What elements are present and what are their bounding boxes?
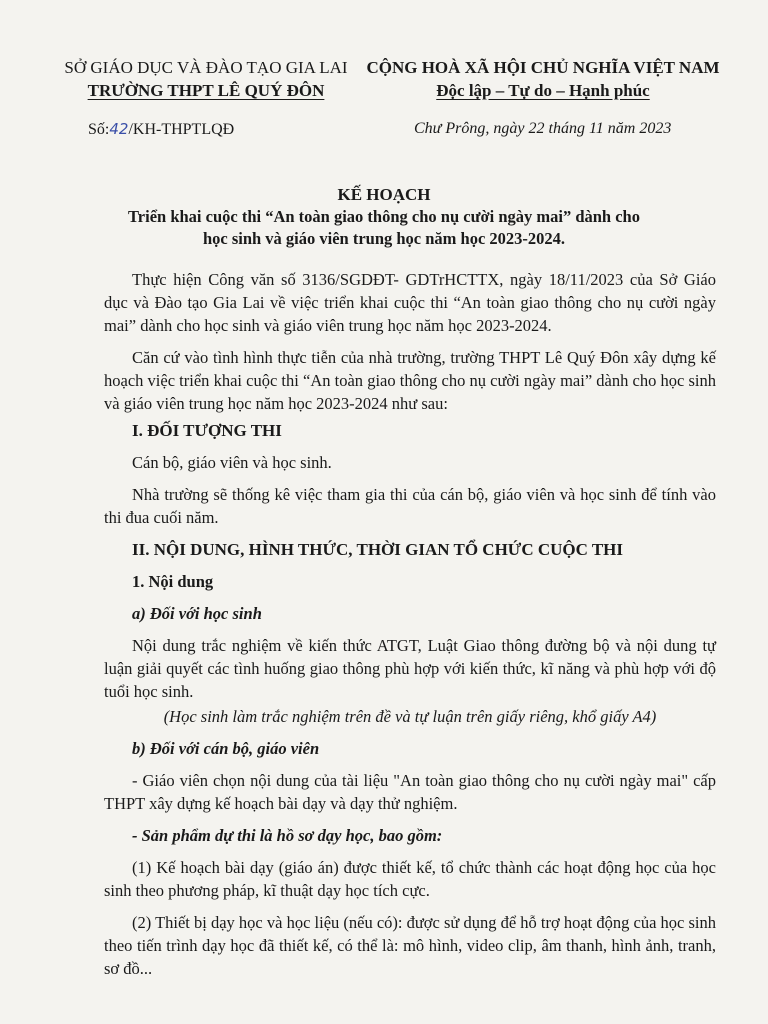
- section-2-1b-products: - Sản phẩm dự thi là hồ sơ dạy học, bao gồm:: [132, 826, 443, 845]
- section-2-heading: II. NỘI DUNG, HÌNH THỨC, THỜI GIAN TỔ CHỨC CUỘC THI: [132, 540, 624, 559]
- section-2-1-heading: 1. Nội dung: [132, 572, 214, 591]
- national-motto-block: [358, 56, 728, 102]
- document-number-prefix: Số:: [88, 121, 110, 138]
- date-line: Chư Prông, ngày 22 tháng 11 năm 2023: [414, 120, 672, 137]
- section-2-1b-item-2: (2) Thiết bị dạy học và học liệu (nếu có): được sử dụng để hỗ trợ hoạt động của học sinh theo tiến trình dạy học đã thiết kế, có thể là: mô hình, video clip, âm thanh, hình ảnh, tranh, sơ đồ...: [104, 913, 716, 978]
- motto: Độc lập – Tự do – Hạnh phúc: [436, 81, 650, 100]
- title-sub-line-1: Triển khai cuộc thi “An toàn giao thông cho nụ cười ngày mai” dành cho: [128, 207, 640, 226]
- issuer-block: [56, 56, 356, 102]
- school-name: TRƯỜNG THPT LÊ QUÝ ĐÔN: [87, 81, 325, 100]
- title-sub-line-2: học sinh và giáo viên trung học năm học 2023-2024.: [202, 229, 566, 248]
- section-2-1b-paragraph: - Giáo viên chọn nội dung của tài liệu "An toàn giao thông cho nụ cười ngày mai" cấp THPT xây dựng kế hoạch bài dạy và dạy thử nghiệm.: [104, 771, 716, 813]
- document-number: [88, 120, 234, 139]
- section-2-1a-heading: a) Đối với học sinh: [132, 604, 262, 623]
- country-name: CỘNG HOÀ XÃ HỘI CHỦ NGHĨA VIỆT NAM: [366, 58, 720, 77]
- section-2-1a-paragraph: Nội dung trắc nghiệm về kiến thức ATGT, Luật Giao thông đường bộ và nội dung tự luận giải quyết các tình huống giao thông phù hợp với kiến thức, kĩ năng và phù hợp với độ tuổi học sinh.: [104, 636, 716, 701]
- intro-paragraph-1: Thực hiện Công văn số 3136/SGDĐT- GDTrHCTTX, ngày 18/11/2023 của Sở Giáo dục và Đào tạo Gia Lai về việc triển khai cuộc thi “An toàn giao thông cho nụ cười ngày mai” dành cho học sinh và giáo viên trung học năm học 2023-2024.: [104, 270, 716, 335]
- section-1-paragraph-2: Nhà trường sẽ thống kê việc tham gia thi của cán bộ, giáo viên và học sinh để tính vào thi đua cuối năm.: [104, 485, 716, 527]
- document-number-handwritten: 42: [109, 120, 129, 138]
- section-1-heading: I. ĐỐI TƯỢNG THI: [132, 421, 282, 440]
- section-2-1a-note: (Học sinh làm trắc nghiệm trên đề và tự luận trên giấy riêng, khổ giấy A4): [163, 707, 657, 726]
- section-1-paragraph-1: Cán bộ, giáo viên và học sinh.: [132, 453, 332, 472]
- intro-paragraph-2: Căn cứ vào tình hình thực tiễn của nhà trường, trường THPT Lê Quý Đôn xây dựng kế hoạch việc triển khai cuộc thi “An toàn giao thông cho nụ cười ngày mai” dành cho học sinh và giáo viên trung học năm học 2023-2024 như sau:: [104, 348, 716, 413]
- document-body: [104, 268, 716, 989]
- department-name: SỞ GIÁO DỤC VÀ ĐÀO TẠO GIA LAI: [64, 58, 348, 77]
- document-number-suffix: /KH-THPTLQĐ: [128, 121, 235, 138]
- document-title: [60, 184, 708, 250]
- section-2-1b-heading: b) Đối với cán bộ, giáo viên: [132, 739, 320, 758]
- section-2-1b-item-1: (1) Kế hoạch bài dạy (giáo án) được thiết kế, tổ chức thành các hoạt động học của học sinh theo phương pháp, kĩ thuật dạy học tích cực.: [104, 858, 716, 900]
- title-main: KẾ HOẠCH: [337, 185, 431, 204]
